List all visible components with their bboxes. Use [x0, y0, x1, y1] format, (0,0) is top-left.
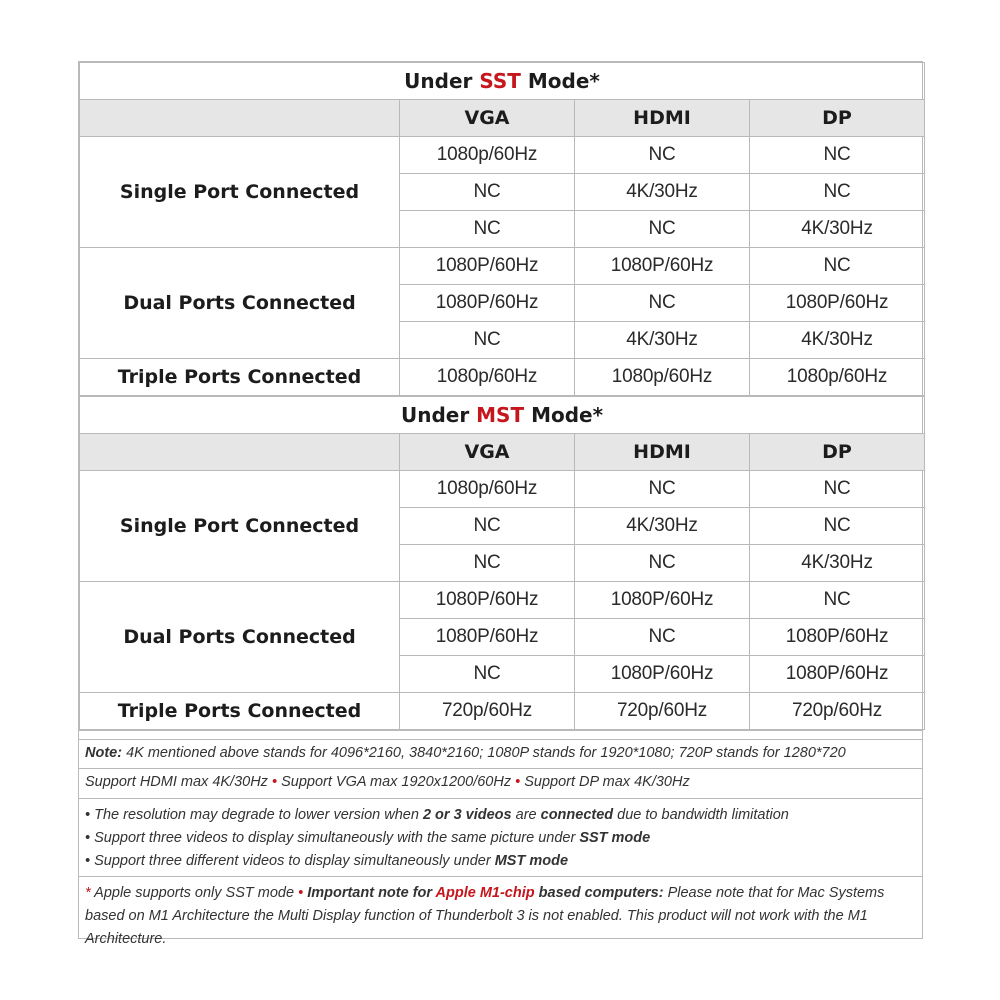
header-blank-cell	[80, 434, 400, 471]
column-header: VGA	[400, 434, 575, 471]
resolution-cell: NC	[575, 137, 750, 174]
row-group-label: Dual Ports Connected	[80, 248, 400, 359]
table-row	[80, 359, 925, 396]
resolution-cell: NC	[750, 582, 925, 619]
spec-sheet	[78, 61, 923, 947]
resolution-cell: 720p/60Hz	[750, 693, 925, 730]
resolution-cell: 4K/30Hz	[575, 174, 750, 211]
mst-header-row	[80, 434, 925, 471]
resolution-cell: 1080p/60Hz	[750, 359, 925, 396]
resolution-cell: 4K/30Hz	[575, 508, 750, 545]
note-label: Note:	[85, 745, 123, 761]
mst-table	[79, 396, 925, 730]
table-row	[80, 582, 925, 619]
section-divider	[79, 730, 922, 739]
resolution-cell: NC	[400, 174, 575, 211]
resolution-cell: 1080P/60Hz	[575, 582, 750, 619]
resolution-cell: 1080P/60Hz	[750, 619, 925, 656]
resolution-cell: 1080p/60Hz	[400, 359, 575, 396]
note-text: 4K mentioned above stands for 4096*2160, 3840*2160; 1080P stands for 1920*1080; 720P stands for 1280*720	[122, 745, 846, 761]
resolution-cell: 1080p/60Hz	[575, 359, 750, 396]
mst-title-row	[80, 397, 925, 434]
resolution-cell: 1080P/60Hz	[400, 248, 575, 285]
resolution-cell: 1080P/60Hz	[400, 285, 575, 322]
resolution-cell: NC	[750, 471, 925, 508]
bullet-notes	[79, 798, 922, 876]
table-row	[80, 137, 925, 174]
resolution-cell: NC	[575, 285, 750, 322]
resolution-cell: NC	[750, 508, 925, 545]
resolution-cell: 720p/60Hz	[400, 693, 575, 730]
sst-mode-title: Under SST Mode*	[80, 63, 925, 100]
table-row	[80, 248, 925, 285]
resolution-cell: 1080P/60Hz	[750, 285, 925, 322]
column-header: HDMI	[575, 434, 750, 471]
bullet-note-3: • Support three different videos to display simultaneously under MST mode	[85, 853, 569, 869]
table-row	[80, 471, 925, 508]
resolution-cell: 1080P/60Hz	[400, 619, 575, 656]
support-vga: Support VGA max 1920x1200/60Hz	[281, 774, 512, 790]
support-hdmi: Support HDMI max 4K/30Hz	[85, 774, 268, 790]
resolution-cell: NC	[575, 471, 750, 508]
m1-note-text: Please note that for Mac Systems based on M1 Architecture the Multi Display function of Thunderbolt 3 is not enabled. This product will not work with the M1 Architecture.	[85, 885, 885, 947]
apple-sst-text: Apple supports only SST mode	[90, 885, 295, 901]
resolution-cell: NC	[400, 656, 575, 693]
notes-section	[79, 739, 922, 956]
column-header: HDMI	[575, 100, 750, 137]
resolution-cell: 1080P/60Hz	[575, 656, 750, 693]
resolution-cell: 1080p/60Hz	[400, 471, 575, 508]
bullet-separator: •	[511, 774, 525, 790]
resolution-cell: NC	[750, 174, 925, 211]
resolution-cell: 4K/30Hz	[750, 322, 925, 359]
resolution-cell: 4K/30Hz	[575, 322, 750, 359]
bullet-separator: •	[294, 885, 308, 901]
bullet-separator: •	[267, 774, 282, 790]
support-note	[79, 768, 922, 798]
header-blank-cell	[80, 100, 400, 137]
bullet-note-2: • Support three videos to display simultaneously with the same picture under SST mode	[85, 830, 651, 846]
support-dp: Support DP max 4K/30Hz	[524, 774, 690, 790]
apple-note	[79, 876, 922, 956]
asterisk-mark: *	[85, 885, 91, 901]
sst-table	[79, 62, 925, 396]
resolution-cell: 4K/30Hz	[750, 211, 925, 248]
column-header: DP	[750, 100, 925, 137]
resolution-cell: 720p/60Hz	[575, 693, 750, 730]
sst-header-row	[80, 100, 925, 137]
resolution-cell: 1080p/60Hz	[400, 137, 575, 174]
resolution-cell: NC	[400, 545, 575, 582]
resolution-cell: NC	[750, 248, 925, 285]
bullet-note-1: • The resolution may degrade to lower version when 2 or 3 videos are connected due to bandwidth limitation	[85, 807, 789, 823]
resolution-cell: NC	[400, 322, 575, 359]
column-header: DP	[750, 434, 925, 471]
row-group-label: Triple Ports Connected	[80, 693, 400, 730]
resolution-note	[79, 739, 922, 768]
row-group-label: Dual Ports Connected	[80, 582, 400, 693]
row-group-label: Single Port Connected	[80, 137, 400, 248]
sst-title-row	[80, 63, 925, 100]
row-group-label: Triple Ports Connected	[80, 359, 400, 396]
row-group-label: Single Port Connected	[80, 471, 400, 582]
mst-mode-title: Under MST Mode*	[80, 397, 925, 434]
resolution-cell: NC	[400, 508, 575, 545]
resolution-cell: 1080P/60Hz	[575, 248, 750, 285]
important-label: Important note for Apple M1-chip based computers:	[307, 885, 664, 901]
resolution-cell: 4K/30Hz	[750, 545, 925, 582]
resolution-cell: NC	[575, 545, 750, 582]
table-row	[80, 693, 925, 730]
resolution-cell: NC	[750, 137, 925, 174]
resolution-cell: NC	[400, 211, 575, 248]
resolution-cell: 1080P/60Hz	[750, 656, 925, 693]
column-header: VGA	[400, 100, 575, 137]
resolution-cell: 1080P/60Hz	[400, 582, 575, 619]
resolution-cell: NC	[575, 619, 750, 656]
resolution-cell: NC	[575, 211, 750, 248]
